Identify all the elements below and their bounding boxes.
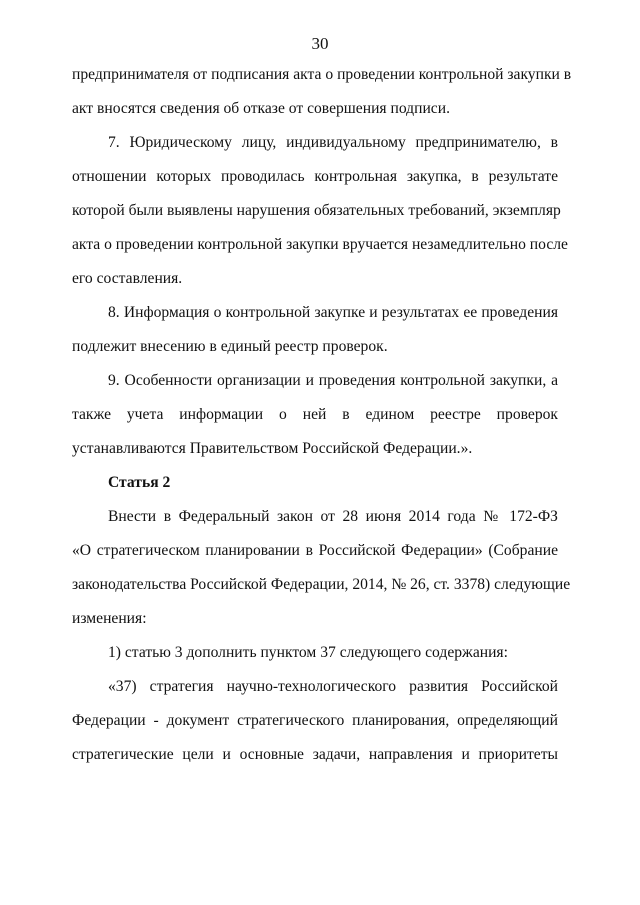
text-line: изменения: — [72, 610, 147, 627]
text-line: «О стратегическом планировании в Российской Федерации» (Собрание — [72, 542, 558, 559]
text-line: подлежит внесению в единый реестр проверок. — [72, 338, 388, 355]
text-line: законодательства Российской Федерации, 2014, № 26, ст. 3378) следующие — [72, 576, 571, 593]
article-heading: Статья 2 — [108, 474, 171, 491]
text-line: которой были выявлены нарушения обязательных требований, экземпляр — [72, 202, 561, 219]
text-line: также учета информации о ней в едином реестре проверок — [72, 406, 558, 423]
text-line: 9. Особенности организации и проведения контрольной закупки, а — [108, 372, 558, 389]
text-line: Внести в Федеральный закон от 28 июня 2014 года № 172-ФЗ — [108, 508, 558, 525]
text-line: стратегические цели и основные задачи, направления и приоритеты — [72, 746, 558, 763]
text-line: «37) стратегия научно-технологического развития Российской — [108, 678, 558, 695]
page-number: 30 — [311, 34, 329, 53]
document-body — [72, 58, 572, 772]
text-line: Федерации - документ стратегического планирования, определяющий — [72, 712, 558, 729]
text-line: 8. Информация о контрольной закупке и результатах ее проведения — [108, 304, 558, 321]
text-line: его составления. — [72, 270, 183, 287]
text-line: 1) статью 3 дополнить пунктом 37 следующего содержания: — [108, 644, 508, 661]
text-line: 7. Юридическому лицу, индивидуальному предпринимателю, в — [108, 134, 558, 151]
text-line: устанавливаются Правительством Российской Федерации.». — [72, 440, 473, 457]
text-line: предпринимателя от подписания акта о проведении контрольной закупки в — [72, 66, 572, 83]
text-line: акта о проведении контрольной закупки вручается незамедлительно после — [72, 236, 568, 253]
text-line: акт вносятся сведения об отказе от совершения подписи. — [72, 100, 450, 117]
text-line: отношении которых проводилась контрольная закупка, в результате — [72, 168, 558, 185]
